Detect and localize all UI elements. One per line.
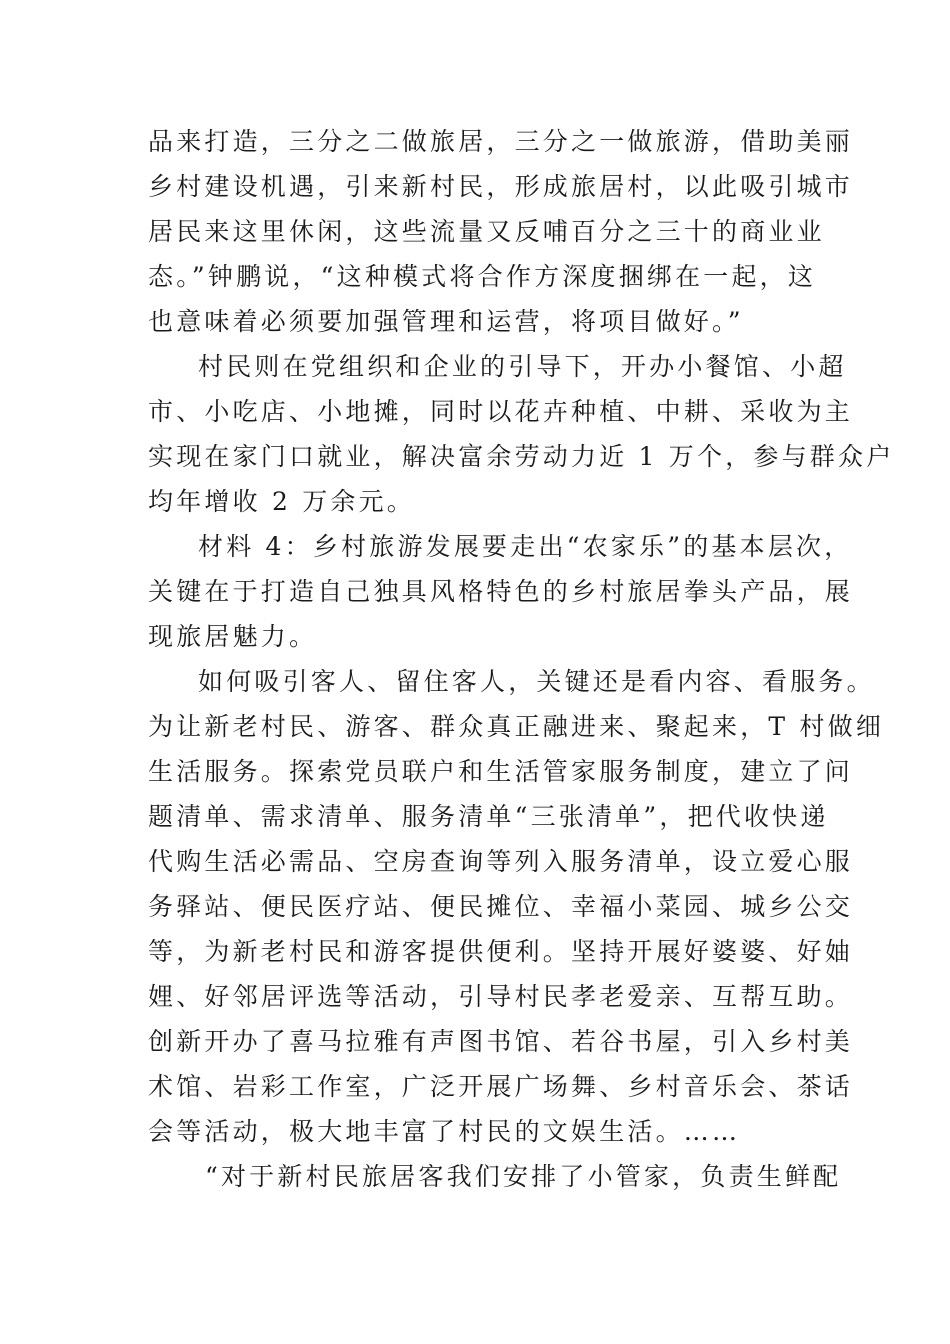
text-line: 乡村建设机遇，引来新村民，形成旅居村，以此吸引城市 — [148, 172, 854, 201]
text-line: 务驿站、便民医疗站、便民摊位、幸福小菜园、城乡公交 — [148, 892, 854, 921]
text-line: 市、小吃店、小地摊，同时以花卉种植、中耕、采收为主 — [148, 397, 854, 426]
text-line: 代购生活必需品、空房查询等列入服务清单，设立爱心服 — [148, 847, 854, 876]
text-line: 均年增收 2 万余元。 — [148, 487, 415, 516]
text-line: 品来打造，三分之二做旅居，三分之一做旅游，借助美丽 — [148, 127, 854, 156]
text-line: 生活服务。探索党员联户和生活管家服务制度，建立了问 — [148, 757, 854, 786]
text-line: 现旅居魅力。 — [148, 622, 318, 651]
text-line: 居民来这里休闲，这些流量又反哺百分之三十的商业业 — [148, 217, 825, 246]
text-line: 等，为新老村民和游客提供便利。坚持开展好婆婆、好妯 — [148, 937, 854, 966]
text-line: 关键在于打造自己独具风格特色的乡村旅居拳头产品，展 — [148, 577, 854, 606]
text-line: 术馆、岩彩工作室，广泛开展广场舞、乡村音乐会、茶话 — [148, 1072, 854, 1101]
paragraph-first-line: 村民则在党组织和企业的引导下，开办小餐馆、小超 — [198, 352, 847, 381]
text-line: 会等活动，极大地丰富了村民的文娱生活。…… — [148, 1117, 741, 1146]
paragraph-first-line: 如何吸引客人、留住客人，关键还是看内容、看服务。 — [198, 667, 875, 696]
text-line: 创新开办了喜马拉雅有声图书馆、若谷书屋，引入乡村美 — [148, 1027, 854, 1056]
paragraph-first-line: 材料 4：乡村旅游发展要走出“农家乐”的基本层次， — [198, 532, 853, 561]
text-line: 娌、好邻居评选等活动，引导村民孝老爱亲、互帮互助。 — [148, 982, 854, 1011]
paragraph-first-line: “对于新村民旅居客我们安排了小管家，负责生鲜配 — [205, 1162, 842, 1191]
text-line: 为让新老村民、游客、群众真正融进来、聚起来，T 村做细 — [148, 712, 885, 741]
text-line: 题清单、需求清单、服务清单“三张清单”，把代收快递 — [148, 802, 829, 831]
text-line: 实现在家门口就业，解决富余劳动力近 1 万个，参与群众户 — [148, 442, 895, 471]
text-line: 态。”钟鹏说，“这种模式将合作方深度捆绑在一起，这 — [148, 262, 817, 291]
text-line: 也意味着必须要加强管理和运营，将项目做好。” — [148, 307, 744, 336]
